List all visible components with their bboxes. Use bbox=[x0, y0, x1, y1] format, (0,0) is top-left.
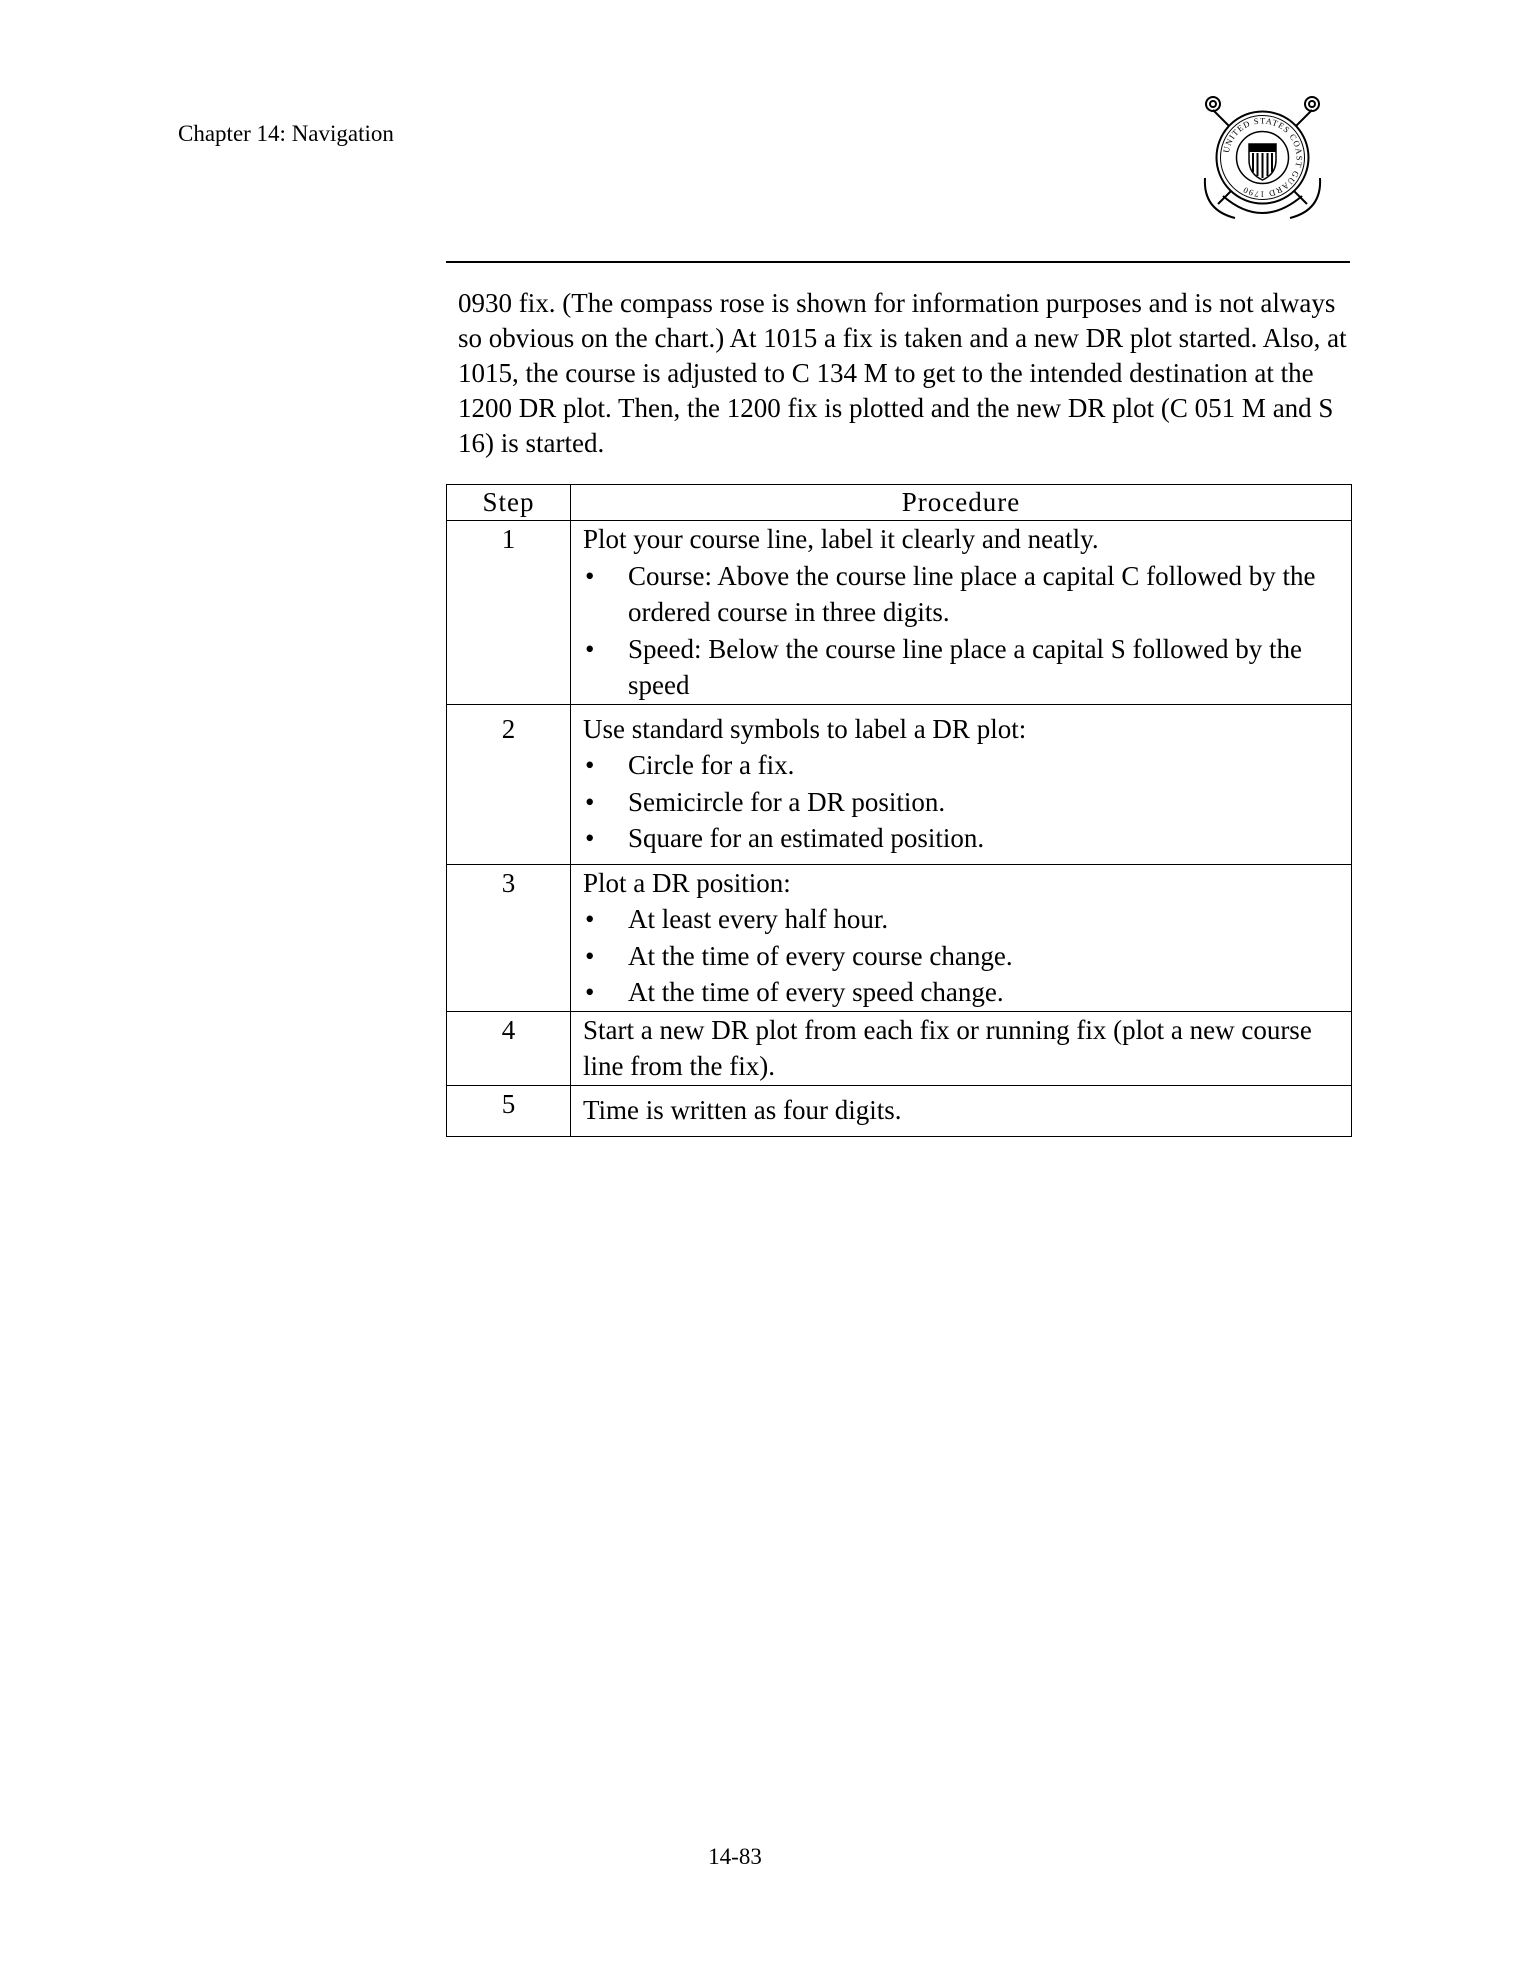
step-number: 2 bbox=[447, 704, 571, 864]
column-header-procedure: Procedure bbox=[571, 485, 1352, 521]
procedure-bullets bbox=[583, 747, 1341, 857]
bullet-item: • Square for an estimated position. bbox=[583, 820, 1341, 857]
procedure-bullets bbox=[583, 558, 1341, 704]
procedure-table bbox=[446, 484, 1352, 1137]
column-header-step: Step bbox=[447, 485, 571, 521]
bullet-item: • At the time of every course change. bbox=[583, 938, 1341, 975]
procedure-lead: Time is written as four digits. bbox=[583, 1094, 902, 1125]
procedure-lead: Start a new DR plot from each fix or running fix (plot a new course line from the fix). bbox=[583, 1014, 1312, 1081]
bullet-item: • At least every half hour. bbox=[583, 901, 1341, 938]
chapter-title: Chapter 14: Navigation bbox=[178, 121, 394, 146]
bullet-item: • Speed: Below the course line place a capital S followed by the speed bbox=[583, 631, 1341, 704]
procedure-cell bbox=[571, 1085, 1352, 1136]
bullet-item: • Course: Above the course line place a capital C followed by the ordered course in three digits. bbox=[583, 558, 1341, 631]
procedure-cell bbox=[571, 704, 1352, 864]
procedure-cell bbox=[571, 521, 1352, 705]
table-row bbox=[447, 1011, 1352, 1085]
bullet-item: • Circle for a fix. bbox=[583, 747, 1341, 784]
table-row bbox=[447, 521, 1352, 705]
bullet-item: • At the time of every speed change. bbox=[583, 974, 1341, 1011]
procedure-bullets bbox=[583, 901, 1341, 1011]
intro-paragraph: 0930 fix. (The compass rose is shown for information purposes and is not always so obvious on the chart.) At 1015 a fix is taken and a new DR plot started. Also, at 1015, the course is adjusted to C 134 M to get to the intended destination at the 1200 DR plot. Then, the 1200 fix is plotted and the new DR plot (C 051 M and S 16) is started. bbox=[458, 288, 1347, 458]
table-row bbox=[447, 704, 1352, 864]
header-rule bbox=[446, 261, 1350, 263]
step-number: 4 bbox=[447, 1011, 571, 1085]
step-number: 5 bbox=[447, 1085, 571, 1136]
table-row bbox=[447, 1085, 1352, 1136]
procedure-lead: Plot a DR position: bbox=[583, 867, 791, 898]
table-row bbox=[447, 864, 1352, 1011]
procedure-lead: Use standard symbols to label a DR plot: bbox=[583, 713, 1027, 744]
step-number: 1 bbox=[447, 521, 571, 705]
table-header-row bbox=[447, 485, 1352, 521]
procedure-cell bbox=[571, 1011, 1352, 1085]
seal-lettering: UNITED STATES COAST GUARD 1790 bbox=[1220, 115, 1305, 200]
page-number: 14-83 bbox=[708, 1844, 762, 1869]
procedure-cell bbox=[571, 864, 1352, 1011]
coast-guard-seal-icon bbox=[1195, 90, 1330, 225]
procedure-lead: Plot your course line, label it clearly and neatly. bbox=[583, 524, 1099, 554]
step-number: 3 bbox=[447, 864, 571, 1011]
bullet-item: • Semicircle for a DR position. bbox=[583, 784, 1341, 821]
